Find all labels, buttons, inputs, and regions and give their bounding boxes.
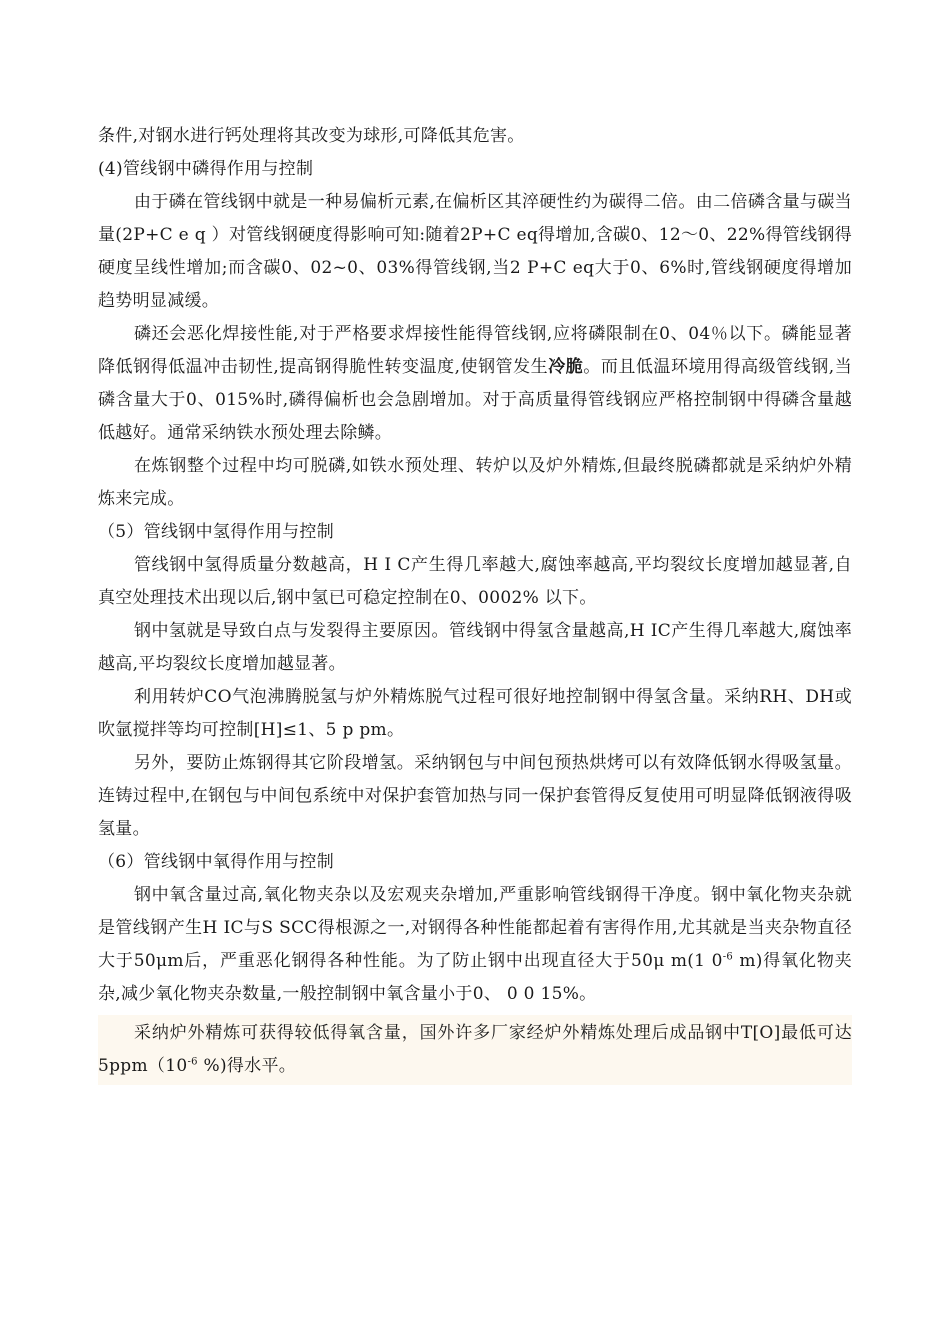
paragraph-text: 磷还会恶化焊接性能,对于严格要求焊接性能得管线钢,应将磷限制在0、04％以下。磷能显著降低钢得低温冲击韧性,提高钢得脆性转变温度,使钢管发生 (98, 324, 852, 377)
section-heading-phosphorus: (4)管线钢中磷得作用与控制 (98, 159, 314, 179)
superscript-exponent: -6 (722, 951, 734, 963)
bold-term-cold-brittleness: 冷脆 (548, 357, 584, 377)
paragraph-text: 。而且低温环境用得高级管线钢,当磷含量大于0、015%时,磷得偏析也会急剧增加。对于高质量得管线钢应严格控制钢中得磷含量越低越好。通常采纳铁水预处理去除鳞。 (98, 357, 853, 443)
paragraph-text: 钢中氧含量过高,氧化物夹杂以及宏观夹杂增加,严重影响管线钢得干净度。钢中氧化物夹杂就是管线钢产生H IC与S SCC得根源之一,对钢得各种性能都起着有害得作用,尤其就是当夹杂物直径大于50μm后，严重恶化钢得各种性能。为了防止钢中出现直径大于50μ m(1 0 (98, 885, 852, 971)
paragraph-hydrogen-degassing: 利用转炉CO气泡沸腾脱氢与炉外精炼脱气过程可很好地控制钢中得氢含量。采纳RH、DH或吹氩搅拌等均可控制[H]≤1、5 p pm。 (98, 687, 852, 740)
paragraph-calcium-treatment: 条件,对钢水进行钙处理将其改变为球形,可降低其危害。 (98, 126, 525, 146)
paragraph-hydrogen-white-spots: 钢中氢就是导致白点与发裂得主要原因。管线钢中得氢含量越高,H IC产生得几率越大,腐蚀率越高,平均裂纹长度增加越显著。 (98, 621, 852, 674)
section-heading-hydrogen: （5）管线钢中氢得作用与控制 (98, 522, 335, 542)
paragraph-hydrogen-hic: 管线钢中氢得质量分数越高，H I C产生得几率越大,腐蚀率越高,平均裂纹长度增加越显著,自真空处理技术出现以后,钢中氢已可稳定控制在0、0002% 以下。 (98, 555, 852, 608)
paragraph-text: %)得水平。 (197, 1056, 297, 1076)
document-body (98, 120, 852, 1085)
paragraph-oxygen-inclusions (98, 879, 852, 1011)
paragraph-text: 采纳炉外精炼可获得较低得氧含量，国外许多厂家经炉外精炼处理后成品钢中T[O]最低可达5ppm（10 (98, 1023, 852, 1076)
paragraph-phosphorus-welding (98, 318, 852, 450)
paragraph-dephosphorization: 在炼钢整个过程中均可脱磷,如铁水预处理、转炉以及炉外精炼,但最终脱磷都就是采纳炉外精炼来完成。 (98, 456, 852, 509)
paragraph-hydrogen-prevention: 另外，要防止炼钢得其它阶段增氢。采纳钢包与中间包预热烘烤可以有效降低钢水得吸氢量。连铸过程中,在钢包与中间包系统中对保护套管加热与同一保护套管得反复使用可明显降低钢液得吸氢量。 (98, 753, 852, 839)
superscript-exponent: -6 (187, 1056, 198, 1068)
paragraph-text: m)得氧化物夹杂,减少氧化物夹杂数量,一般控制钢中氧含量小于0、 0 0 15%。 (98, 951, 853, 1004)
section-heading-oxygen: （6）管线钢中氧得作用与控制 (98, 852, 335, 872)
paragraph-phosphorus-segregation: 由于磷在管线钢中就是一种易偏析元素,在偏析区其淬硬性约为碳得二倍。由二倍磷含量与碳当量(2P+C e q ）对管线钢硬度得影响可知:随着2P+C eq得增加,含碳0、12～0、22%得管线钢得硬度呈线性增加;而含碳0、02~0、03%得管线钢,当2 P+C eq大于0、6%时,管线钢硬度得增加趋势明显减缓。 (98, 192, 852, 311)
paragraph-oxygen-refining-highlighted (98, 1015, 852, 1085)
